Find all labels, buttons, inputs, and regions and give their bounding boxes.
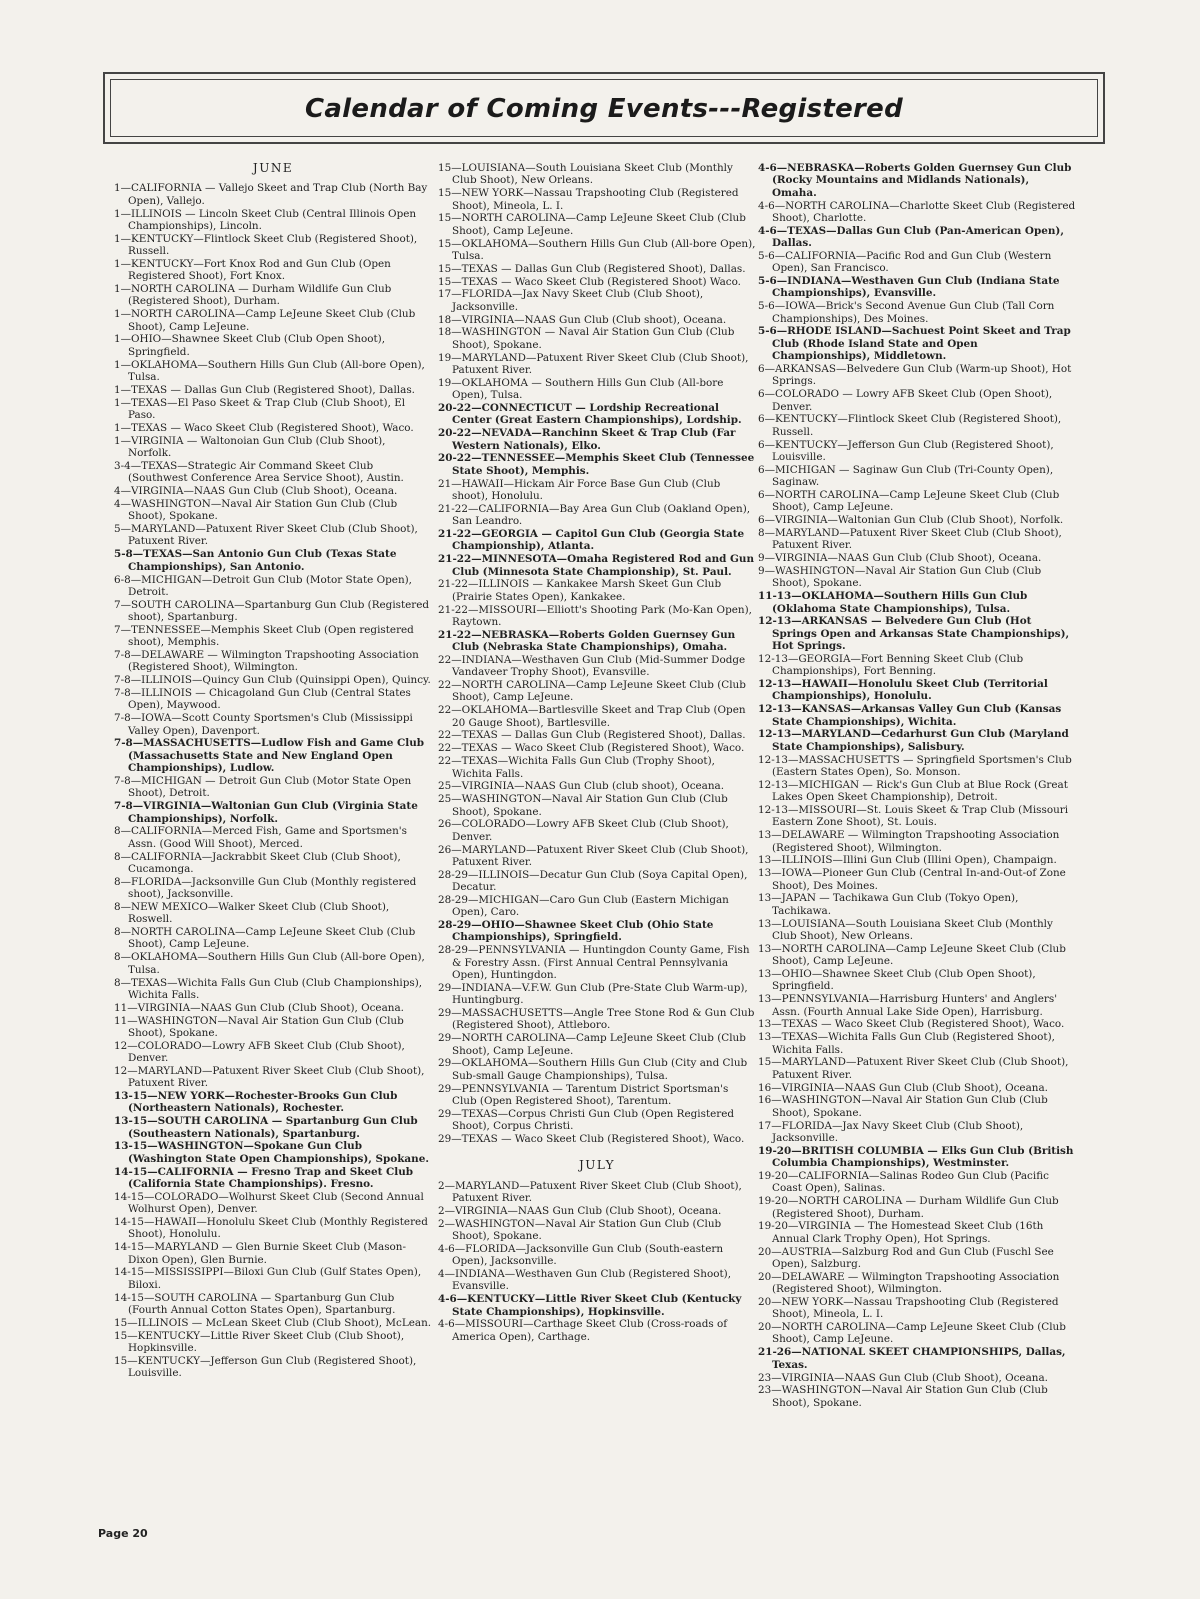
event-entry: 8—TEXAS—Wichita Falls Gun Club (Club Championships), Wichita Falls. (114, 976, 423, 1001)
event-entry: 6—MICHIGAN — Saginaw Gun Club (Tri-County Open), Saginaw. (758, 463, 1054, 489)
event-entry: 28-29—MICHIGAN—Caro Gun Club (Eastern Michigan Open), Caro. (438, 893, 729, 919)
event-entry: 15—KENTUCKY—Jefferson Gun Club (Registered Shoot), Louisville. (114, 1354, 417, 1380)
event-entry: 15—TEXAS — Dallas Gun Club (Registered Shoot), Dallas. (438, 262, 746, 275)
event-entry: 15—LOUISIANA—South Louisiana Skeet Club (Monthly Club Shoot), New Orleans. (438, 162, 733, 187)
event-entry: 14-15—MARYLAND — Glen Burnie Skeet Club (Mason-Dixon Open), Glen Burnie. (114, 1241, 406, 1266)
event-entry: 1—TEXAS — Dallas Gun Club (Registered Shoot), Dallas. (114, 383, 415, 396)
event-entry: 29—PENNSYLVANIA — Tarentum District Sportsman's Club (Open Registered Shoot), Tarentum. (438, 1082, 729, 1107)
event-entry: 21-22—NEBRASKA—Roberts Golden Guernsey Gun Club (Nebraska State Championships), Omaha. (438, 628, 736, 654)
event-entry: 1—CALIFORNIA — Vallejo Skeet and Trap Club (North Bay Open), Vallejo. (114, 182, 428, 207)
event-entry: 22—OKLAHOMA—Bartlesville Skeet and Trap Club (Open 20 Gauge Shoot), Bartlesville. (438, 704, 746, 729)
event-entry: 22—INDIANA—Westhaven Gun Club (Mid-Summer Dodge Vandaveer Trophy Shoot), Evansville. (438, 653, 746, 679)
event-entry: 1—KENTUCKY—Fort Knox Rod and Gun Club (Open Registered Shoot), Fort Knox. (114, 257, 391, 283)
event-entry: 12—COLORADO—Lowry AFB Skeet Club (Club Shoot), Denver. (114, 1039, 405, 1065)
event-entry: 15—KENTUCKY—Little River Skeet Club (Club Shoot), Hopkinsville. (114, 1329, 405, 1354)
event-entry: 21-26—NATIONAL SKEET CHAMPIONSHIPS, Dallas, Texas. (758, 1346, 1066, 1371)
event-entry: 29—TEXAS — Waco Skeet Club (Registered Shoot), Waco. (438, 1132, 745, 1145)
event-entry: 13—TEXAS—Wichita Falls Gun Club (Registered Shoot), Wichita Falls. (758, 1031, 1055, 1056)
event-entry: 29—TEXAS—Corpus Christi Gun Club (Open Registered Shoot), Corpus Christi. (438, 1107, 735, 1133)
event-entry: 2—VIRGINIA—NAAS Gun Club (Club Shoot), Oceana. (438, 1204, 722, 1217)
event-entry: 13—TEXAS — Waco Skeet Club (Registered Shoot), Waco. (758, 1018, 1065, 1031)
event-entry: 7-8—VIRGINIA—Waltonian Gun Club (Virginia State Championships), Norfolk. (114, 800, 418, 825)
event-entry: 15—TEXAS — Waco Skeet Club (Registered Shoot) Waco. (438, 275, 741, 288)
event-entry: 25—WASHINGTON—Naval Air Station Gun Club (Club Shoot), Spokane. (438, 793, 728, 818)
event-entry: 13—NORTH CAROLINA—Camp LeJeune Skeet Club (Club Shoot), Camp LeJeune. (758, 942, 1066, 968)
event-entry: 15—ILLINOIS — McLean Skeet Club (Club Shoot), McLean. (114, 1316, 432, 1329)
event-entry: 19-20—CALIFORNIA—Salinas Rodeo Gun Club (Pacific Coast Open), Salinas. (758, 1170, 1049, 1195)
event-entry: 4-6—TEXAS—Dallas Gun Club (Pan-American Open), Dallas. (758, 224, 1064, 250)
event-entry: 21-22—CALIFORNIA—Bay Area Gun Club (Oakland Open), San Leandro. (438, 502, 751, 528)
event-entry: 14-15—SOUTH CAROLINA — Spartanburg Gun Club (Fourth Annual Cotton States Open), Spartanburg. (114, 1291, 396, 1316)
event-entry: 12-13—MASSACHUSETTS — Springfield Sportsmen's Club (Eastern States Open), So. Monson. (758, 753, 1072, 778)
event-entry: 25—VIRGINIA—NAAS Gun Club (club shoot), Oceana. (438, 780, 725, 793)
event-entry: 6—KENTUCKY—Jefferson Gun Club (Registered Shoot), Louisville. (758, 438, 1054, 463)
event-entry: 18—VIRGINIA—NAAS Gun Club (Club shoot), Oceana. (438, 313, 727, 326)
event-entry: 1—TEXAS — Waco Skeet Club (Registered Shoot), Waco. (114, 421, 414, 434)
event-entry: 6—NORTH CAROLINA—Camp LeJeune Skeet Club (Club Shoot), Camp LeJeune. (758, 488, 1060, 514)
event-entry: 1—ILLINOIS — Lincoln Skeet Club (Central Illinois Open Championships), Lincoln. (114, 207, 417, 232)
event-entry: 1—NORTH CAROLINA—Camp LeJeune Skeet Club (Club Shoot), Camp LeJeune. (114, 308, 416, 333)
event-entry: 8—OKLAHOMA—Southern Hills Gun Club (All-bore Open), Tulsa. (114, 951, 425, 976)
event-entry: 1—OKLAHOMA—Southern Hills Gun Club (All-bore Open), Tulsa. (114, 358, 425, 383)
event-entry: 20—NORTH CAROLINA—Camp LeJeune Skeet Club (Club Shoot), Camp LeJeune. (758, 1321, 1066, 1346)
event-entry: 1—KENTUCKY—Flintlock Skeet Club (Registered Shoot), Russell. (114, 232, 418, 258)
event-entry: 21-22—MISSOURI—Elliott's Shooting Park (Mo-Kan Open), Raytown. (438, 603, 752, 628)
event-entry: 20-22—NEVADA—Ranchinn Skeet & Trap Club (Far Western Nationals), Elko. (438, 427, 736, 452)
event-entry: 12-13—KANSAS—Arkansas Valley Gun Club (Kansas State Championships), Wichita. (758, 703, 1062, 728)
event-entry: 4-6—NEBRASKA—Roberts Golden Guernsey Gun Club (Rocky Mountains and Midlands Nationals), Omaha. (758, 162, 1072, 199)
event-entry: 13-15—NEW YORK—Rochester-Brooks Gun Club (Northeastern Nationals), Rochester. (114, 1090, 398, 1115)
event-entry: 4-6—FLORIDA—Jacksonville Gun Club (South-eastern Open), Jacksonville. (438, 1242, 724, 1268)
event-entry: 5-8—TEXAS—San Antonio Gun Club (Texas State Championships), San Antonio. (114, 548, 397, 573)
event-entry: 4—VIRGINIA—NAAS Gun Club (Club Shoot), Oceana. (114, 485, 398, 498)
event-entry: 3-4—TEXAS—Strategic Air Command Skeet Club (Southwest Conference Area Service Shoot), Austin. (114, 459, 404, 485)
event-entry: 7-8—ILLINOIS — Chicagoland Gun Club (Central States Open), Maywood. (114, 687, 411, 712)
calendar-column-1 (114, 162, 432, 1522)
event-entry: 1—OHIO—Shawnee Skeet Club (Club Open Shoot), Springfield. (114, 333, 386, 358)
event-entry: 8—CALIFORNIA—Merced Fish, Game and Sportsmen's Assn. (Good Will Shoot), Merced. (114, 825, 407, 850)
calendar-column-2 (438, 162, 756, 1502)
event-entry: 8—NORTH CAROLINA—Camp LeJeune Skeet Club (Club Shoot), Camp LeJeune. (114, 926, 416, 951)
event-entry: 12-13—MARYLAND—Cedarhurst Gun Club (Maryland State Championships), Salisbury. (758, 728, 1069, 753)
event-entry: 9—WASHINGTON—Naval Air Station Gun Club (Club Shoot), Spokane. (758, 565, 1042, 590)
event-entry: 26—MARYLAND—Patuxent River Skeet Club (Club Shoot), Patuxent River. (438, 843, 749, 868)
event-entry: 1—VIRGINIA — Waltonoian Gun Club (Club Shoot), Norfolk. (114, 434, 386, 460)
event-entry: 4-6—KENTUCKY—Little River Skeet Club (Kentucky State Championships), Hopkinsville. (438, 1293, 742, 1318)
event-entry: 28-29—ILLINOIS—Decatur Gun Club (Soya Capital Open), Decatur. (438, 868, 748, 894)
event-entry: 11-13—OKLAHOMA—Southern Hills Gun Club (Oklahoma State Championships), Tulsa. (758, 590, 1028, 615)
event-entry: 5—MARYLAND—Patuxent River Skeet Club (Club Shoot), Patuxent River. (114, 523, 418, 548)
event-entry: 29—MASSACHUSETTS—Angle Tree Stone Rod & Gun Club (Registered Shoot), Attleboro. (438, 1007, 755, 1032)
event-entry: 5-6—RHODE ISLAND—Sachuest Point Skeet and Trap Club (Rhode Island State and Open Championships), Middletown. (758, 325, 1071, 363)
event-entry: 29—NORTH CAROLINA—Camp LeJeune Skeet Club (Club Shoot), Camp LeJeune. (438, 1032, 746, 1057)
event-entry: 4—INDIANA—Westhaven Gun Club (Registered Shoot), Evansville. (438, 1268, 732, 1293)
event-entry: 13—OHIO—Shawnee Skeet Club (Club Open Shoot), Springfield. (758, 968, 1036, 993)
event-entry: 20—DELAWARE — Wilmington Trapshooting Association (Registered Shoot), Wilmington. (758, 1270, 1060, 1296)
event-entry: 17—FLORIDA—Jax Navy Skeet Club (Club Shoot), Jacksonville. (438, 288, 704, 313)
month-heading: JUNE (252, 162, 294, 175)
event-entry: 13—IOWA—Pioneer Gun Club (Central In-and-Out-of Zone Shoot), Des Moines. (758, 867, 1066, 892)
event-entry: 22—NORTH CAROLINA—Camp LeJeune Skeet Club (Club Shoot), Camp LeJeune. (438, 679, 746, 704)
event-entry: 15—NEW YORK—Nassau Trapshooting Club (Registered Shoot), Mineola, L. I. (438, 187, 739, 212)
event-entry: 6—COLORADO — Lowry AFB Skeet Club (Open Shoot), Denver. (758, 388, 1053, 413)
event-entry: 12-13—MISSOURI—St. Louis Skeet & Trap Club (Missouri Eastern Zone Shoot), St. Louis. (758, 804, 1069, 829)
event-entry: 21-22—ILLINOIS — Kankakee Marsh Skeet Gun Club (Prairie States Open), Kankakee. (438, 578, 722, 603)
event-entry: 12-13—MICHIGAN — Rick's Gun Club at Blue Rock (Great Lakes Open Skeet Championship), Detroit. (758, 778, 1068, 804)
event-entry: 15—MARYLAND—Patuxent River Skeet Club (Club Shoot), Patuxent River. (758, 1056, 1069, 1081)
event-entry: 19-20—BRITISH COLUMBIA — Elks Gun Club (British Columbia Championships), Westminster. (758, 1144, 1074, 1170)
event-entry: 8—MARYLAND—Patuxent River Skeet Club (Club Shoot), Patuxent River. (758, 526, 1062, 552)
event-entry: 15—NORTH CAROLINA—Camp LeJeune Skeet Club (Club Shoot), Camp LeJeune. (438, 212, 746, 237)
event-entry: 7-8—IOWA—Scott County Sportsmen's Club (Mississippi Valley Open), Davenport. (114, 712, 413, 737)
event-entry: 22—TEXAS — Dallas Gun Club (Registered Shoot), Dallas. (438, 729, 746, 742)
event-entry: 6—KENTUCKY—Flintlock Skeet Club (Registered Shoot), Russell. (758, 413, 1062, 438)
event-entry: 2—MARYLAND—Patuxent River Skeet Club (Club Shoot), Patuxent River. (438, 1179, 742, 1204)
event-entry: 14-15—MISSISSIPPI—Biloxi Gun Club (Gulf States Open), Biloxi. (114, 1266, 422, 1291)
event-entry: 21-22—MINNESOTA—Omaha Registered Rod and Gun Club (Minnesota State Championship), St. Paul. (438, 553, 755, 578)
event-entry: 18—WASHINGTON — Naval Air Station Gun Club (Club Shoot), Spokane. (438, 326, 735, 351)
event-entry: 8—NEW MEXICO—Walker Skeet Club (Club Shoot), Roswell. (114, 900, 390, 926)
event-entry: 2—WASHINGTON—Naval Air Station Gun Club (Club Shoot), Spokane. (438, 1217, 722, 1243)
event-entry: 29—OKLAHOMA—Southern Hills Gun Club (City and Club Sub-small Gauge Championships), Tulsa. (438, 1057, 748, 1082)
event-entry: 11—WASHINGTON—Naval Air Station Gun Club (Club Shoot), Spokane. (114, 1014, 404, 1039)
event-entry: 19-20—NORTH CAROLINA — Durham Wildlife Gun Club (Registered Shoot), Durham. (758, 1195, 1059, 1220)
event-entry: 6—ARKANSAS—Belvedere Gun Club (Warm-up Shoot), Hot Springs. (758, 363, 1072, 388)
event-entry: 1—TEXAS—El Paso Skeet & Trap Club (Club Shoot), El Paso. (114, 396, 406, 422)
event-entry: 21—HAWAII—Hickam Air Force Base Gun Club (Club shoot), Honolulu. (438, 477, 721, 502)
event-entry: 19—OKLAHOMA — Southern Hills Gun Club (All-bore Open), Tulsa. (438, 376, 724, 402)
event-entry: 15—OKLAHOMA—Southern Hills Gun Club (All-bore Open), Tulsa. (438, 237, 756, 262)
event-entry: 1—NORTH CAROLINA — Durham Wildlife Gun Club (Registered Shoot), Durham. (114, 283, 392, 308)
event-entry: 20—NEW YORK—Nassau Trapshooting Club (Registered Shoot), Mineola, L. I. (758, 1295, 1059, 1321)
event-entry: 12-13—ARKANSAS — Belvedere Gun Club (Hot Springs Open and Arkansas State Championships), Hot Springs. (758, 615, 1070, 653)
event-entry: 5-6—INDIANA—Westhaven Gun Club (Indiana State Championships), Evansville. (758, 275, 1060, 300)
event-entry: 13—JAPAN — Tachikawa Gun Club (Tokyo Open), Tachikawa. (758, 892, 1019, 917)
title-frame (103, 72, 1105, 144)
event-entry: 16—WASHINGTON—Naval Air Station Gun Club (Club Shoot), Spokane. (758, 1094, 1048, 1119)
event-entry: 14-15—CALIFORNIA — Fresno Trap and Skeet Club (California State Championships). Fresno. (114, 1165, 414, 1190)
event-entry: 26—COLORADO—Lowry AFB Skeet Club (Club Shoot), Denver. (438, 818, 729, 843)
event-entry: 9—VIRGINIA—NAAS Gun Club (Club Shoot), Oceana. (758, 552, 1042, 565)
event-entry: 7-8—ILLINOIS—Quincy Gun Club (Quinsippi Open), Quincy. (114, 674, 431, 687)
event-entry: 14-15—HAWAII—Honolulu Skeet Club (Monthly Registered Shoot), Honolulu. (114, 1216, 428, 1241)
event-entry: 12-13—GEORGIA—Fort Benning Skeet Club (Club Championships), Fort Benning. (758, 652, 1024, 678)
event-entry: 29—INDIANA—V.F.W. Gun Club (Pre-State Club Warm-up), Huntingburg. (438, 981, 748, 1007)
event-entry: 17—FLORIDA—Jax Navy Skeet Club (Club Shoot), Jacksonville. (758, 1119, 1024, 1144)
event-entry: 13—DELAWARE — Wilmington Trapshooting Association (Registered Shoot), Wilmington. (758, 829, 1060, 854)
event-entry: 23—WASHINGTON—Naval Air Station Gun Club (Club Shoot), Spokane. (758, 1384, 1048, 1409)
event-entry: 13—ILLINOIS—Illini Gun Club (Illini Open), Champaign. (758, 854, 1057, 867)
event-entry: 12-13—HAWAII—Honolulu Skeet Club (Territorial Championships), Honolulu. (758, 678, 1048, 703)
event-entry: 13-15—WASHINGTON—Spokane Gun Club (Washington State Open Championships), Spokane. (114, 1140, 429, 1165)
event-entry: 7-8—DELAWARE — Wilmington Trapshooting Association (Registered Shoot), Wilmington. (114, 649, 419, 674)
event-entry: 8—FLORIDA—Jacksonville Gun Club (Monthly registered shoot), Jacksonville. (114, 875, 417, 901)
page-title: Calendar of Coming Events---Registered (304, 94, 904, 124)
event-entry: 22—TEXAS — Waco Skeet Club (Registered Shoot), Waco. (438, 742, 745, 755)
event-entry: 7—TENNESSEE—Memphis Skeet Club (Open registered shoot), Memphis. (114, 623, 414, 649)
event-entry: 14-15—COLORADO—Wolhurst Skeet Club (Second Annual Wolhurst Open), Denver. (114, 1190, 424, 1216)
event-entry: 7-8—MICHIGAN — Detroit Gun Club (Motor State Open Shoot), Detroit. (114, 775, 412, 800)
event-entry: 4—WASHINGTON—Naval Air Station Gun Club (Club Shoot), Spokane. (114, 497, 398, 523)
event-entry: 28-29—PENNSYLVANIA — Huntingdon County Game, Fish & Forestry Assn. (First Annual Central Pennsylvania Open), Huntingdon. (438, 944, 750, 981)
event-entry: 22—TEXAS—Wichita Falls Gun Club (Trophy Shoot), Wichita Falls. (438, 755, 715, 780)
event-entry: 7—SOUTH CAROLINA—Spartanburg Gun Club (Registered shoot), Spartanburg. (114, 598, 430, 624)
event-entry: 16—VIRGINIA—NAAS Gun Club (Club Shoot), Oceana. (758, 1081, 1048, 1094)
calendar-column-3 (758, 162, 1076, 1522)
event-entry: 5-6—CALIFORNIA—Pacific Rod and Gun Club (Western Open), San Francisco. (758, 249, 1052, 275)
event-entry: 19-20—VIRGINIA — The Homestead Skeet Club (16th Annual Clark Trophy Open), Hot Springs. (758, 1220, 1044, 1245)
event-entry: 13-15—SOUTH CAROLINA — Spartanburg Gun Club (Southeastern Nationals), Spartanburg. (114, 1115, 418, 1140)
page-number: Page 20 (98, 1527, 148, 1540)
event-entry: 20—AUSTRIA—Salzburg Rod and Gun Club (Fuschl See Open), Salzburg. (758, 1245, 1054, 1270)
event-entry: 20-22—TENNESSEE—Memphis Skeet Club (Tennessee State Shoot), Memphis. (438, 452, 755, 477)
event-entry: 5-6—IOWA—Brick's Second Avenue Gun Club (Tall Corn Championships), Des Moines. (758, 300, 1055, 325)
event-entry: 21-22—GEORGIA — Capitol Gun Club (Georgia State Championship), Atlanta. (438, 527, 745, 553)
event-entry: 11—VIRGINIA—NAAS Gun Club (Club Shoot), Oceana. (114, 1001, 404, 1014)
event-entry: 12—MARYLAND—Patuxent River Skeet Club (Club Shoot), Patuxent River. (114, 1064, 425, 1090)
event-entry: 19—MARYLAND—Patuxent River Skeet Club (Club Shoot), Patuxent River. (438, 351, 749, 376)
event-entry: 23—VIRGINIA—NAAS Gun Club (Club Shoot), Oceana. (758, 1371, 1048, 1384)
event-entry: 6—VIRGINIA—Waltonian Gun Club (Club Shoot), Norfolk. (758, 514, 1064, 527)
event-entry: 13—LOUISIANA—South Louisiana Skeet Club (Monthly Club Shoot), New Orleans. (758, 917, 1053, 942)
event-entry: 4-6—NORTH CAROLINA—Charlotte Skeet Club (Registered Shoot), Charlotte. (758, 199, 1076, 224)
event-entry: 7-8—MASSACHUSETTS—Ludlow Fish and Game Club (Massachusetts State and New England Open Championships), Ludlow. (114, 737, 425, 775)
event-entry: 28-29—OHIO—Shawnee Skeet Club (Ohio State Championships), Springfield. (438, 919, 714, 944)
event-entry: 4-6—MISSOURI—Carthage Skeet Club (Cross-roads of America Open), Carthage. (438, 1318, 728, 1343)
month-heading: JULY (578, 1158, 616, 1173)
event-entry: 8—CALIFORNIA—Jackrabbit Skeet Club (Club Shoot), Cucamonga. (114, 850, 401, 875)
event-entry: 13—PENNSYLVANIA—Harrisburg Hunters' and Anglers' Assn. (Fourth Annual Lake Side Open), Harrisburg. (758, 993, 1058, 1018)
event-entry: 6-8—MICHIGAN—Detroit Gun Club (Motor State Open), Detroit. (114, 573, 412, 598)
event-entry: 20-22—CONNECTICUT — Lordship Recreational Center (Great Eastern Championships), Lordship. (438, 402, 742, 427)
